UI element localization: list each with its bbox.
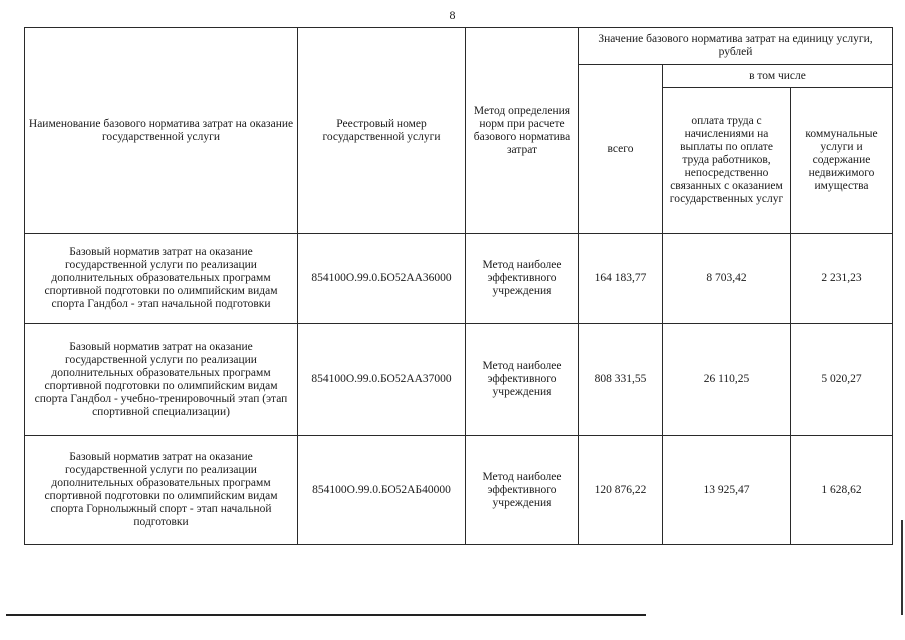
header-labor: оплата труда с начислениями на выплаты по оплате труда работников, непосредственно связанных с оказанием государственных услуг <box>663 88 791 234</box>
row-name: Базовый норматив затрат на оказание государственной услуги по реализации дополнительных образовательных программ спортивной подготовки по олимпийским видам спорта Гандбол - этап начальной подготовки <box>25 234 298 324</box>
table-row <box>25 324 893 436</box>
row-labor: 8 703,42 <box>663 234 791 324</box>
row-labor: 13 925,47 <box>663 436 791 545</box>
header-utilities: коммунальные услуги и содержание недвижимого имущества <box>791 88 893 234</box>
row-method: Метод наиболее эффективного учреждения <box>466 436 579 545</box>
row-labor: 26 110,25 <box>663 324 791 436</box>
header-method: Метод определения норм при расчете базового норматива затрат <box>466 28 579 234</box>
row-total: 164 183,77 <box>579 234 663 324</box>
table-row <box>25 234 893 324</box>
table-row <box>25 436 893 545</box>
row-method: Метод наиболее эффективного учреждения <box>466 324 579 436</box>
row-total: 808 331,55 <box>579 324 663 436</box>
row-name: Базовый норматив затрат на оказание государственной услуги по реализации дополнительных образовательных программ спортивной подготовки по олимпийским видам спорта Горнолыжный спорт - этап начальной подготовки <box>25 436 298 545</box>
footer-rule <box>6 614 646 616</box>
row-utilities: 1 628,62 <box>791 436 893 545</box>
cost-norms-table <box>24 27 893 545</box>
row-registry: 854100О.99.0.БО52АА36000 <box>298 234 466 324</box>
header-registry: Реестровый номер государственной услуги <box>298 28 466 234</box>
row-registry: 854100О.99.0.БО52АА37000 <box>298 324 466 436</box>
header-row-1 <box>25 28 893 65</box>
header-including: в том числе <box>663 65 893 88</box>
row-registry: 854100О.99.0.БО52АБ40000 <box>298 436 466 545</box>
row-name: Базовый норматив затрат на оказание государственной услуги по реализации дополнительных образовательных программ спортивной подготовки по олимпийским видам спорта Гандбол - учебно-тренировочный этап (этап спортивной специализации) <box>25 324 298 436</box>
header-total: всего <box>579 65 663 234</box>
row-total: 120 876,22 <box>579 436 663 545</box>
row-utilities: 2 231,23 <box>791 234 893 324</box>
header-value-group: Значение базового норматива затрат на единицу услуги, рублей <box>579 28 893 65</box>
header-name: Наименование базового норматива затрат на оказание государственной услуги <box>25 28 298 234</box>
row-utilities: 5 020,27 <box>791 324 893 436</box>
scan-edge-line <box>901 520 903 615</box>
page-number: 8 <box>449 8 456 22</box>
row-method: Метод наиболее эффективного учреждения <box>466 234 579 324</box>
